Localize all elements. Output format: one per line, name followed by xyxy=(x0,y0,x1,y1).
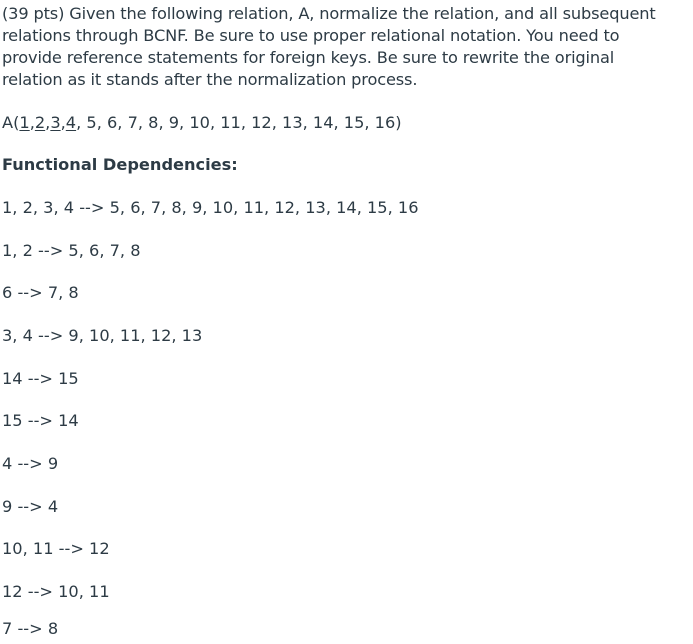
relation-attributes: , 5, 6, 7, 8, 9, 10, 11, 12, 13, 14, 15, 16) xyxy=(76,113,402,132)
key-separator: , xyxy=(29,113,35,132)
dependency-line: 10, 11 --> 12 xyxy=(2,539,110,558)
dependency-line: 6 --> 7, 8 xyxy=(2,283,79,302)
dependency-line: 1, 2, 3, 4 --> 5, 6, 7, 8, 9, 10, 11, 12, 13, 14, 15, 16 xyxy=(2,198,419,217)
dependency-line: 7 --> 8 xyxy=(2,619,59,638)
dependency-line: 1, 2 --> 5, 6, 7, 8 xyxy=(2,241,141,260)
question-prompt: (39 pts) Given the following relation, A, normalize the relation, and all subsequent relations through BCNF. Be sure to use proper relational notation. You need to provide reference statements for foreign keys. Be sure to rewrite the original relation as it stands after the normalization process. xyxy=(2,4,656,89)
dependency-line: 4 --> 9 xyxy=(2,454,59,473)
key-separator: , xyxy=(60,113,66,132)
dependency-line: 3, 4 --> 9, 10, 11, 12, 13 xyxy=(2,326,203,345)
fd-heading: Functional Dependencies: xyxy=(2,155,238,174)
dependency-line: 14 --> 15 xyxy=(2,369,79,388)
relation-definition xyxy=(2,112,402,134)
dependency-line: 9 --> 4 xyxy=(2,497,59,516)
dependency-line: 12 --> 10, 11 xyxy=(2,582,110,601)
key-attribute-4: 4 xyxy=(65,113,77,132)
key-attribute-1: 1 xyxy=(19,113,30,132)
key-separator: , xyxy=(45,113,51,132)
relation-prefix: A( xyxy=(2,113,20,132)
key-attribute-3: 3 xyxy=(50,113,61,132)
key-attribute-2: 2 xyxy=(34,113,46,132)
dependency-line: 15 --> 14 xyxy=(2,411,79,430)
